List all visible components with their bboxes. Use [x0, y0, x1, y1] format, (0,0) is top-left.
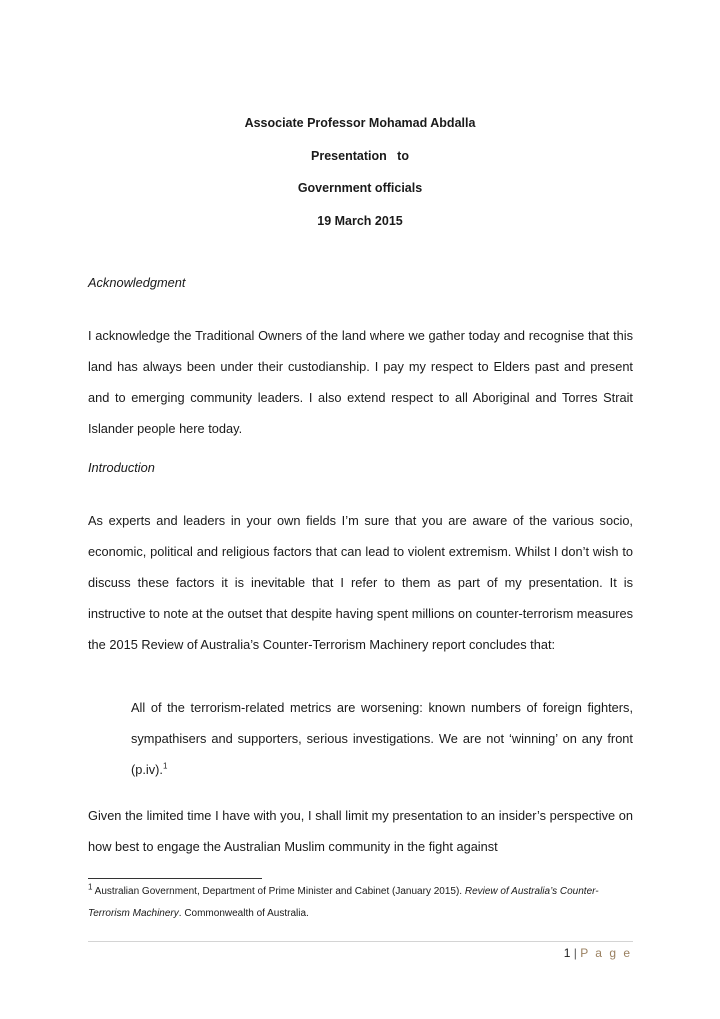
page-footer: [564, 944, 632, 962]
footer-separator: |: [573, 946, 577, 960]
introduction-section: [88, 505, 633, 660]
footnote-title: Review of Australia’s Counter-Terrorism Machinery: [88, 886, 599, 919]
acknowledgment-paragraph: I acknowledge the Traditional Owners of the land where we gather today and recognise that this land has always been under their custodianship. I pay my respect to Elders past and present and to emerging community leaders. I also extend respect to all Aboriginal and Torres Strait Islander people here today.: [88, 328, 633, 436]
footnote-divider: [88, 878, 262, 879]
quote-text: All of the terrorism-related metrics are worsening: known numbers of foreign fighters, sympathisers and supporters, serious investigations. We are not ‘winning’ on any front (p.iv).: [131, 700, 633, 777]
acknowledgment-heading-wrap: [88, 273, 633, 293]
footnote-publisher: . Commonwealth of Australia.: [178, 908, 309, 919]
footnote: [88, 881, 633, 925]
introduction-heading-wrap: [88, 458, 633, 478]
date-line: 19 March 2015: [317, 213, 403, 228]
block-quote: [131, 692, 633, 785]
acknowledgment-section: [88, 320, 633, 444]
introduction-heading: Introduction: [88, 460, 155, 475]
footnote-source: Australian Government, Department of Prime Minister and Cabinet (January 2015).: [92, 886, 465, 897]
footnote-marker: 1: [88, 882, 93, 892]
acknowledgment-heading: Acknowledgment: [88, 275, 186, 290]
audience-line: Government officials: [297, 181, 423, 195]
closing-paragraph: Given the limited time I have with you, I shall limit my presentation to an insider’s perspective on how best to engage the Australian Muslim community in the fight against: [88, 808, 633, 854]
title-block: [0, 113, 720, 243]
footnote-ref[interactable]: 1: [163, 761, 168, 771]
presentation-line: Presentation to: [311, 148, 409, 163]
page-label: P a g e: [580, 946, 632, 960]
page-number: 1: [563, 946, 571, 960]
introduction-paragraph: As experts and leaders in your own fields I’m sure that you are aware of the various socio, economic, political and religious factors that can lead to violent extremism. Whilst I don’t wish to discuss these factors it is inevitable that I refer to them as part of my presentation. It is instructive to note at the outset that despite having spent millions on counter-terrorism measures the 2015 Review of Australia’s Counter-Terrorism Machinery report concludes that:: [88, 513, 633, 652]
author-name: Associate Professor Mohamad Abdalla: [244, 116, 476, 130]
footer-divider: [88, 941, 633, 942]
closing-section: [88, 800, 633, 862]
quote-section: [88, 692, 633, 785]
